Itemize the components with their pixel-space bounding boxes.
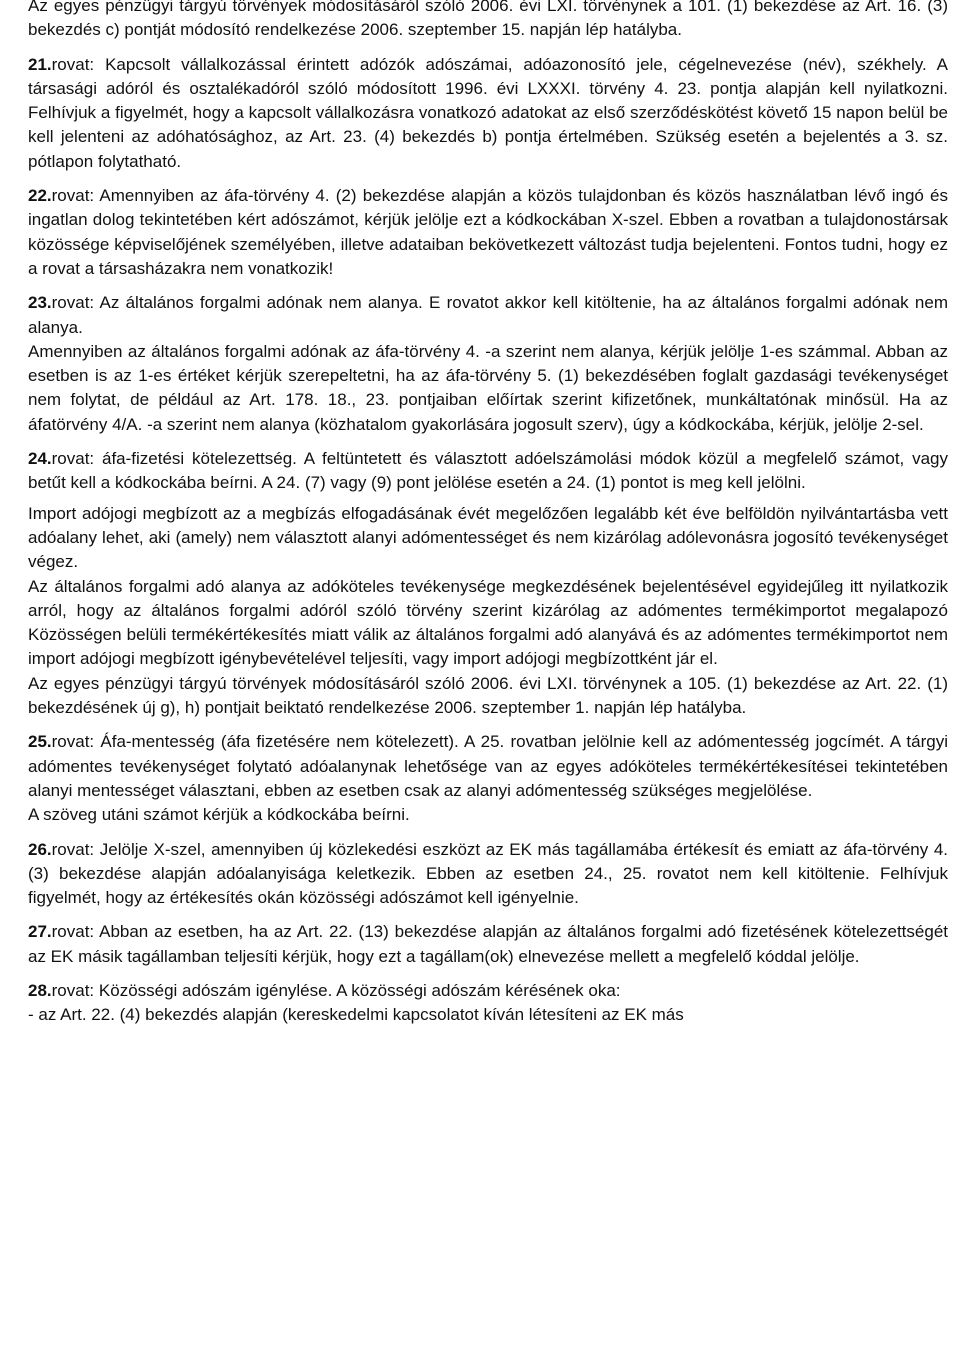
section-text: Jelölje X-szel, amennyiben új közlekedési eszközt az EK más tagállamába értékesít és emiatt az áfa-törvény 4. (3) bekezdése alapján adóalanyisága keletkezik. Ebben az esetben 24., 25. rovatot nem kell kitöltenie. Felhívjuk figyelmét, hogy az értékesítés okán közösségi adószámot kell igényelnie.: [28, 839, 948, 908]
section-keyword: rovat:: [51, 922, 95, 942]
section-text: áfa-fizetési kötelezettség. A feltüntetett és választott adóelszámolási módok közül a megfelelő számot, vagy betűt kell a kódkockába beírni. A 24. (7) vagy (9) pont jelölése esetén a 24. (1) pontot is meg kell jelölni.: [28, 449, 948, 493]
section-text: Az általános forgalmi adónak nem alanya. E rovatot akkor kell kitöltenie, ha az általános forgalmi adónak nem alanya.: [28, 293, 948, 337]
section-text: Amennyiben az áfa-törvény 4. (2) bekezdése alapján a közös tulajdonban és közös használatban lévő ingó és ingatlan dolog tekintetében kért adószámot, kérjük jelölje ezt a kódkockában X-szel. Ebben a rovatban a tulajdonostársak közössége képviselőjének személyében, illetve adataiban bekövetkezett változást tudja bejelenteni. Fontos tudni, hogy ez a rovat a társasházakra nem vonatkozik!: [28, 186, 948, 278]
section-24: [28, 447, 948, 496]
section-24-law-paragraph: Az egyes pénzügyi tárgyú törvények módosításáról szóló 2006. évi LXI. törvénynek a 105. (1) bekezdése az Art. 22. (1) bekezdésének új g), h) pontjait beiktató rendelkezése 2006. szeptember 1. napján lép hatályba.: [28, 673, 948, 718]
section-keyword: rovat:: [51, 54, 95, 74]
section-23: [28, 291, 948, 340]
intro-paragraph: Az egyes pénzügyi tárgyú törvények módosításáról szóló 2006. évi LXI. törvénynek a 101. (1) bekezdése az Art. 16. (3) bekezdés c) pontját módosító rendelkezése 2006. szeptember 15. napján lép hatályba.: [28, 0, 948, 40]
section-keyword: rovat:: [51, 449, 95, 469]
section-keyword: rovat:: [51, 839, 95, 859]
section-23-continuation: Amennyiben az általános forgalmi adónak az áfa-törvény 4. -a szerint nem alanya, kérjük jelölje 1-es számmal. Abban az esetben is az 1-es értéket kérjük szerepeltetni, ha az áfa-törvény 5. (1) bekezdésében foglalt gazdasági tevékenységet nem folytat, de például az Art. 178. 18., 23. pontjaiban előírtak szerint kifizetőnek, munkáltatónak minősül. Ha az áfatörvény 4/A. -a szerint nem alanya (közhatalom gyakorlására jogosult szerv), úgy a kódkockába, kérjük, jelölje 2-sel.: [28, 341, 948, 434]
section-25: [28, 730, 948, 803]
section-number: 25.: [28, 732, 52, 752]
section-number: 28.: [28, 980, 52, 1000]
section-27: [28, 920, 948, 969]
section-number: 27.: [28, 922, 52, 942]
section-text: Abban az esetben, ha az Art. 22. (13) bekezdése alapján az általános forgalmi adó fizetésének kötelezettségét az EK másik tagállamban teljesíti kérjük, hogy ezt a tagállam(ok) elnevezése mellett a megfelelő kóddal jelölje.: [28, 922, 948, 966]
section-number: 23.: [28, 293, 52, 313]
section-text: Áfa-mentesség (áfa fizetésére nem kötelezett). A 25. rovatban jelölnie kell az adómentesség jogcímét. A tárgyi adómentes tevékenységet folytató adóalanynak lehetősége van az egyes adóköteles termékértékesítései tekintetében alanyi mentességet választani, ebben az esetben csak az alanyi adómentesség szükséges megjelölése.: [28, 732, 948, 800]
section-text: Közösségi adószám igénylése. A közösségi adószám kérésének oka:: [94, 980, 621, 1000]
section-number: 24.: [28, 449, 52, 469]
section-keyword: rovat:: [51, 186, 95, 206]
section-number: 22.: [28, 186, 52, 206]
section-keyword: rovat:: [51, 732, 95, 752]
section-28-list-item: - az Art. 22. (4) bekezdés alapján (kereskedelmi kapcsolatot kíván létesíteni az EK más: [28, 1005, 684, 1025]
section-24-import-paragraph: Import adójogi megbízott az a megbízás elfogadásának évét megelőzően legalább két éve belföldön nyilvántartásba vett adóalany lehet, aki (amely) nem választott alanyi adómentességet és nem kizárólag adólevonásra jogosító tevékenységet végez.: [28, 503, 948, 572]
section-21: [28, 53, 948, 174]
section-keyword: rovat:: [51, 293, 95, 313]
section-keyword: rovat:: [51, 980, 95, 1000]
section-26: [28, 838, 948, 911]
section-24-afa-paragraph: Az általános forgalmi adó alanya az adóköteles tevékenysége megkezdésének bejelentésével egyidejűleg itt nyilatkozik arról, hogy az általános forgalmi adóról szóló törvény szerint kizárólag az adómentes termékimportot megalapozó Közösségen belüli termékértékesítés miatt válik az általános forgalmi adó alanyává és az adómentes termékimportot nem import adójogi megbízott igénybevételével teljesíti, vagy import adójogi megbízottként jár el.: [28, 576, 948, 669]
section-number: 21.: [28, 54, 52, 74]
section-number: 26.: [28, 839, 52, 859]
section-text: Kapcsolt vállalkozással érintett adózók adószámai, adóazonosító jele, cégelnevezése (név), székhely. A társasági adóról és osztalékadóról szóló módosított 1996. évi LXXXI. törvény 4. 23. pontja alapján kell nyilatkozni. Felhívjuk a figyelmét, hogy a kapcsolt vállalkozásra vonatkozó adatokat az első szerződéskötést követő 15 napon belül be kell jelenteni az adóhatósághoz, az Art. 23. (4) bekezdés b) pontja értelmében. Szükség esetén a bejelentés a 3. sz. pótlapon folytatható.: [28, 54, 948, 171]
section-22: [28, 184, 948, 281]
section-25-continuation: A szöveg utáni számot kérjük a kódkockába beírni.: [28, 805, 410, 825]
section-28: [28, 979, 948, 1003]
